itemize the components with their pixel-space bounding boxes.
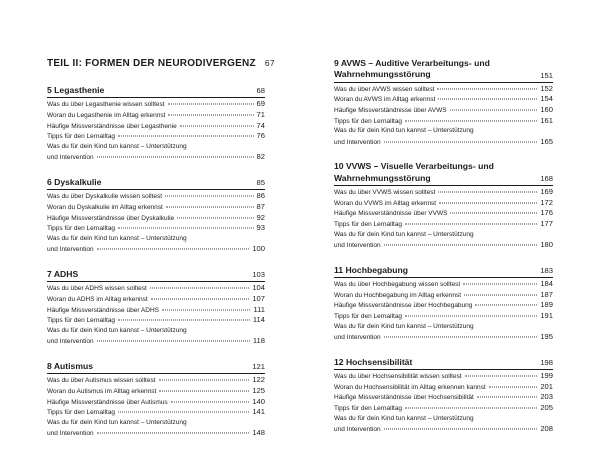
chapter-title: 10 VVWS – Visuelle Verarbeitungs- und Wahrnehmungsstörung [334,161,494,183]
entry-label: Was du über Legasthenie wissen solltest [47,101,165,109]
toc-entry[interactable] [334,198,553,209]
chapter-11 [334,265,553,343]
toc-entry[interactable] [334,414,553,435]
entry-label: Was du für dein Kind tun kannst – Unterstützung [334,414,474,422]
entry-page: 87 [256,201,265,211]
entry-label: Was du für dein Kind tun kannst – Unterstützung [47,418,187,426]
chapter-page: 121 [252,362,265,372]
chapter-title: 6 Dyskalkulie [47,176,102,187]
toc-entry[interactable] [47,326,265,347]
toc-entry[interactable] [334,371,553,382]
leader-dots [162,309,250,310]
entry-page: 118 [252,336,265,346]
entry-label: Woran du Dyskalkulie im Alltag erkennst [47,203,163,211]
entry-page: 176 [540,208,553,218]
entry-page: 152 [540,83,553,93]
leader-dots [439,202,537,203]
toc-entry[interactable] [334,279,553,290]
part-title: TEIL II: FORMEN DER NEURODIVERGENZ [47,58,256,69]
entry-label: Was du über Hochbegabung wissen solltest [334,281,461,289]
toc-entry[interactable] [47,191,265,202]
entry-page: 205 [540,402,553,412]
entry-label: Woran du VVWS im Alltag erkennst [334,199,437,207]
entry-page: 160 [540,105,553,114]
entry-page: 154 [540,94,553,104]
chapter-heading[interactable] [334,265,553,278]
leader-dots [450,213,537,214]
toc-entry[interactable] [47,375,265,386]
toc-entry[interactable] [47,142,265,163]
entry-page: 191 [540,310,553,320]
chapter-page: 168 [540,174,553,184]
toc-entry[interactable] [47,315,265,326]
entry-page: 74 [256,120,265,130]
entry-label: Häufige Missverständnisse über VVWS [334,210,448,218]
toc-entry[interactable] [334,105,553,116]
entry-label: Tipps für den Lernalltag [47,133,116,141]
toc-entry[interactable] [334,311,553,322]
entry-label: Was du für dein Kind tun kannst – Unterstützung [334,230,474,238]
toc-entry[interactable] [47,283,265,294]
toc-entry[interactable] [334,187,553,198]
toc-entry[interactable] [334,382,553,393]
toc-entry[interactable] [47,131,265,142]
toc-entry[interactable] [47,386,265,397]
toc-right-column [334,58,553,449]
entry-page: 141 [252,407,265,417]
leader-dots [118,412,249,413]
chapter-title: 8 Autismus [47,360,94,371]
part-heading[interactable] [47,58,275,71]
leader-dots [477,397,538,398]
entry-page: 104 [252,283,265,293]
entry-label-continued: und Intervention [334,334,381,342]
entry-page: 107 [252,293,265,303]
toc-entry[interactable] [334,94,553,105]
leader-dots [405,407,537,408]
leader-dots [465,376,538,377]
entry-page: 69 [256,99,265,109]
chapter-heading[interactable] [47,269,265,282]
leader-dots [489,386,538,387]
chapter-heading[interactable] [47,85,265,98]
entry-page: 180 [540,240,553,250]
leader-dots [405,315,537,316]
leader-dots [438,192,537,193]
entry-label: Tipps für den Lernalltag [334,404,403,412]
part-page: 67 [264,58,275,68]
chapter-title: 9 AVWS – Auditive Verarbeitungs- und Wahrnehmungsstörung [334,58,490,80]
entry-page: 201 [540,381,553,391]
leader-dots [384,141,538,142]
entry-page: 76 [256,131,265,141]
leader-dots [118,136,253,137]
toc-entry[interactable] [334,126,553,147]
leader-dots [97,433,250,434]
entry-label: Woran du Legasthenie im Alltag erkennst [47,112,166,119]
toc-entry[interactable] [47,294,265,305]
leader-dots [405,120,537,121]
chapter-5 [47,85,265,163]
toc-entry[interactable] [47,99,265,110]
leader-dots [151,298,250,299]
chapter-title: 11 Hochbegabung [334,264,409,275]
leader-dots [450,110,538,111]
entry-page: 184 [540,279,553,289]
entry-label-continued: und Intervention [334,138,381,146]
entry-label-continued: und Intervention [334,242,381,250]
chapter-8 [47,361,265,439]
entry-page: 125 [252,385,265,395]
leader-dots [97,157,254,158]
entry-label: Was du für dein Kind tun kannst – Unterstützung [334,322,474,330]
chapter-6 [47,177,265,255]
entry-label: Woran du Hochbegabung im Alltag erkennst [334,291,462,299]
leader-dots [159,390,249,391]
entry-label-continued: und Intervention [47,338,94,346]
leader-dots [384,245,538,246]
leader-dots [150,288,250,289]
chapter-page: 183 [540,266,553,276]
chapter-page: 85 [256,178,265,188]
toc-entry[interactable] [47,121,265,132]
leader-dots [118,228,253,229]
entry-label-continued: und Intervention [47,246,94,254]
leader-dots [463,284,537,285]
entry-label: Was du über ADHS wissen solltest [47,285,147,293]
entry-page: 100 [252,244,265,254]
toc-entry[interactable] [47,223,265,234]
entry-page: 82 [256,152,265,162]
entry-page: 122 [252,375,265,385]
entry-page: 114 [252,315,265,325]
entry-label: Häufige Missverständnisse über Hochsensibilität [334,394,474,402]
entry-label: Woran du Autismus im Alltag erkennst [47,387,157,395]
chapter-heading[interactable] [334,357,553,370]
leader-dots [97,341,250,342]
toc-entry[interactable] [334,230,553,251]
entry-label: Tipps für den Lernalltag [334,117,403,125]
chapter-heading[interactable] [47,177,265,190]
chapter-page: 151 [540,70,553,80]
entry-label: Tipps für den Lernalltag [47,317,116,325]
chapter-title: 7 ADHS [47,268,79,279]
entry-label: Woran du ADHS im Alltag erkennst [47,295,148,303]
toc-entry[interactable] [334,392,553,403]
toc-entry[interactable] [47,234,265,255]
entry-label: Was du über Hochsensibilität wissen solltest [334,373,462,381]
chapter-heading[interactable] [47,361,265,374]
chapter-12 [334,357,553,435]
entry-label-continued: und Intervention [334,426,381,434]
toc-entry[interactable] [47,202,265,213]
entry-label: Woran du Hochsensibilität im Alltag erkennen kannst [334,383,486,391]
toc-entry[interactable] [334,322,553,343]
entry-label: Häufige Missverständnisse über AVWS [334,107,447,114]
entry-label: Was du über AVWS wissen solltest [334,85,435,93]
toc-entry[interactable] [334,84,553,95]
entry-label: Häufige Missverständnisse über Hochbegabung [334,302,473,310]
entry-label: Was du über Dyskalkulie wissen solltest [47,193,162,201]
entry-label: Häufige Missverständnisse über Autismus [47,398,168,406]
entry-page: 169 [540,187,553,197]
leader-dots [384,429,538,430]
chapter-page: 198 [540,358,553,368]
leader-dots [405,223,537,224]
entry-label-continued: und Intervention [47,430,94,438]
toc-entry[interactable] [334,290,553,301]
entry-label: Tipps für den Lernalltag [334,312,403,320]
leader-dots [159,380,250,381]
chapter-10 [334,161,553,250]
toc-left-column [47,58,275,453]
toc-entry[interactable] [47,397,265,408]
chapter-title: 5 Legasthenie [47,85,105,95]
toc-entry[interactable] [47,407,265,418]
leader-dots [384,337,538,338]
chapter-page: 103 [252,270,265,280]
entry-page: 111 [253,304,265,314]
entry-label: Was du über VVWS wissen solltest [334,189,436,197]
toc-entry[interactable] [334,116,553,127]
leader-dots [168,104,254,105]
entry-page: 86 [256,191,265,201]
toc-entry[interactable] [47,213,265,224]
entry-page: 195 [540,332,553,342]
entry-page: 177 [540,218,553,228]
entry-page: 92 [256,212,265,222]
entry-label: Häufige Missverständnisse über ADHS [47,306,159,314]
toc-entry[interactable] [47,110,265,121]
entry-page: 161 [540,115,553,125]
entry-page: 189 [540,300,553,310]
leader-dots [118,320,250,321]
entry-label: Häufige Missverständnisse über Legasthenie [47,122,177,130]
leader-dots [168,115,253,116]
toc-entry[interactable] [334,208,553,219]
entry-page: 172 [540,197,553,207]
chapter-page: 68 [256,86,265,96]
entry-page: 140 [252,396,265,406]
entry-page: 208 [540,424,553,434]
chapter-title: 12 Hochsensibilität [334,356,413,367]
leader-dots [180,125,254,126]
entry-label: Was du für dein Kind tun kannst – Unterstützung [334,127,474,135]
entry-page: 71 [256,110,265,119]
leader-dots [464,294,537,295]
leader-dots [165,196,254,197]
leader-dots [438,99,537,100]
entry-label: Was du für dein Kind tun kannst – Unterstützung [47,326,187,334]
entry-page: 199 [540,371,553,381]
leader-dots [177,217,253,218]
entry-label: Woran du AVWS im Alltag erkennst [334,96,436,104]
chapter-heading[interactable] [334,58,553,83]
leader-dots [171,401,250,402]
chapter-heading[interactable] [334,161,553,186]
toc-entry[interactable] [47,418,265,439]
chapter-7 [47,269,265,347]
entry-label-continued: und Intervention [47,154,94,162]
chapter-9 [334,58,553,147]
leader-dots [475,305,537,306]
entry-label: Was du für dein Kind tun kannst – Unterstützung [47,234,187,242]
entry-page: 165 [540,136,553,146]
entry-label: Häufige Missverständnisse über Dyskalkulie [47,214,175,222]
entry-label: Tipps für den Lernalltag [47,225,116,233]
toc-entry[interactable] [334,300,553,311]
leader-dots [97,249,250,250]
toc-entry[interactable] [334,403,553,414]
leader-dots [437,88,537,89]
toc-entry[interactable] [47,305,265,316]
entry-page: 203 [540,392,553,402]
entry-label: Tipps für den Lernalltag [334,220,403,228]
entry-page: 148 [252,428,265,438]
entry-page: 93 [256,223,265,233]
entry-label: Was du für dein Kind tun kannst – Unterstützung [47,142,187,150]
entry-page: 187 [540,289,553,299]
toc-entry[interactable] [334,219,553,230]
leader-dots [166,206,254,207]
entry-label: Tipps für den Lernalltag [47,409,116,417]
entry-label: Was du über Autismus wissen solltest [47,377,156,385]
